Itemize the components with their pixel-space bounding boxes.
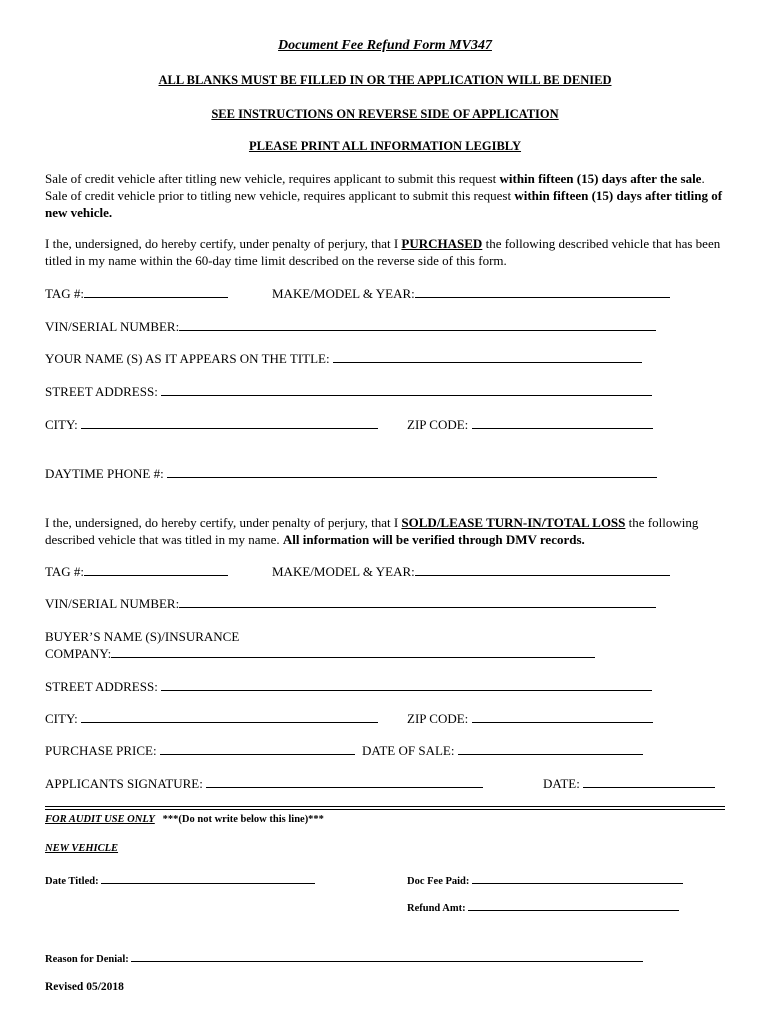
- vin-field[interactable]: VIN/SERIAL NUMBER:: [45, 319, 656, 335]
- tag-field[interactable]: TAG #:: [45, 286, 228, 302]
- intro-paragraph: Sale of credit vehicle after titling new vehicle, requires applicant to submit this request within fifteen (15) days after the sale. Sale of credit vehicle prior to titling new vehicle, requires applicant to submit this request within fifteen (15) days after titling of new vehicle.: [45, 171, 723, 220]
- applicant-signature-field[interactable]: APPLICANTS SIGNATURE:: [45, 776, 483, 792]
- zip-field[interactable]: ZIP CODE:: [407, 417, 653, 433]
- street-address-field-2[interactable]: STREET ADDRESS:: [45, 679, 652, 695]
- your-name-field[interactable]: YOUR NAME (S) AS IT APPEARS ON THE TITLE:: [45, 351, 642, 367]
- buyer-name-label: BUYER’S NAME (S)/INSURANCE: [45, 629, 240, 644]
- revised-date: Revised 05/2018: [45, 981, 124, 993]
- purchase-price-field[interactable]: PURCHASE PRICE:: [45, 743, 355, 759]
- header-see-instructions: SEE INSTRUCTIONS ON REVERSE SIDE OF APPLICATION: [211, 107, 559, 121]
- audit-use-only: FOR AUDIT USE ONLY ***(Do not write below this line)***: [45, 814, 324, 825]
- header-print-legibly: PLEASE PRINT ALL INFORMATION LEGIBLY: [248, 139, 522, 153]
- daytime-phone-field[interactable]: DAYTIME PHONE #:: [45, 466, 657, 482]
- buyer-company-field[interactable]: COMPANY:: [45, 646, 595, 662]
- make-model-field-2[interactable]: MAKE/MODEL & YEAR:: [272, 564, 670, 580]
- zip-field-2[interactable]: ZIP CODE:: [407, 711, 653, 727]
- refund-amt-field[interactable]: Refund Amt:: [407, 901, 679, 914]
- tag-field-2[interactable]: TAG #:: [45, 564, 228, 580]
- divider-line-2: [45, 809, 725, 810]
- city-field-2[interactable]: CITY:: [45, 711, 378, 727]
- header-all-blanks: ALL BLANKS MUST BE FILLED IN OR THE APPLICATION WILL BE DENIED: [158, 73, 612, 87]
- form-title: Document Fee Refund Form MV347: [278, 38, 492, 53]
- purchased-paragraph: I the, undersigned, do hereby certify, under penalty of perjury, that I PURCHASED the following described vehicle that has been titled in my name within the 60-day time limit described on the reverse side of this form.: [45, 236, 721, 268]
- new-vehicle-label: NEW VEHICLE: [45, 843, 119, 854]
- date-titled-field[interactable]: Date Titled:: [45, 874, 315, 887]
- street-address-field[interactable]: STREET ADDRESS:: [45, 384, 652, 400]
- make-model-field[interactable]: MAKE/MODEL & YEAR:: [272, 286, 670, 302]
- city-field[interactable]: CITY:: [45, 417, 378, 433]
- sold-paragraph: I the, undersigned, do hereby certify, under penalty of perjury, that I SOLD/LEASE TURN-IN/TOTAL LOSS the following described vehicle that was titled in my name. All information will be verified through DMV records.: [45, 515, 699, 547]
- divider-line: [45, 806, 725, 807]
- vin-field-2[interactable]: VIN/SERIAL NUMBER:: [45, 596, 656, 612]
- reason-for-denial-field[interactable]: Reason for Denial:: [45, 952, 643, 965]
- date-field[interactable]: DATE:: [543, 776, 715, 792]
- doc-fee-paid-field[interactable]: Doc Fee Paid:: [407, 874, 683, 887]
- date-of-sale-field[interactable]: DATE OF SALE:: [362, 743, 643, 759]
